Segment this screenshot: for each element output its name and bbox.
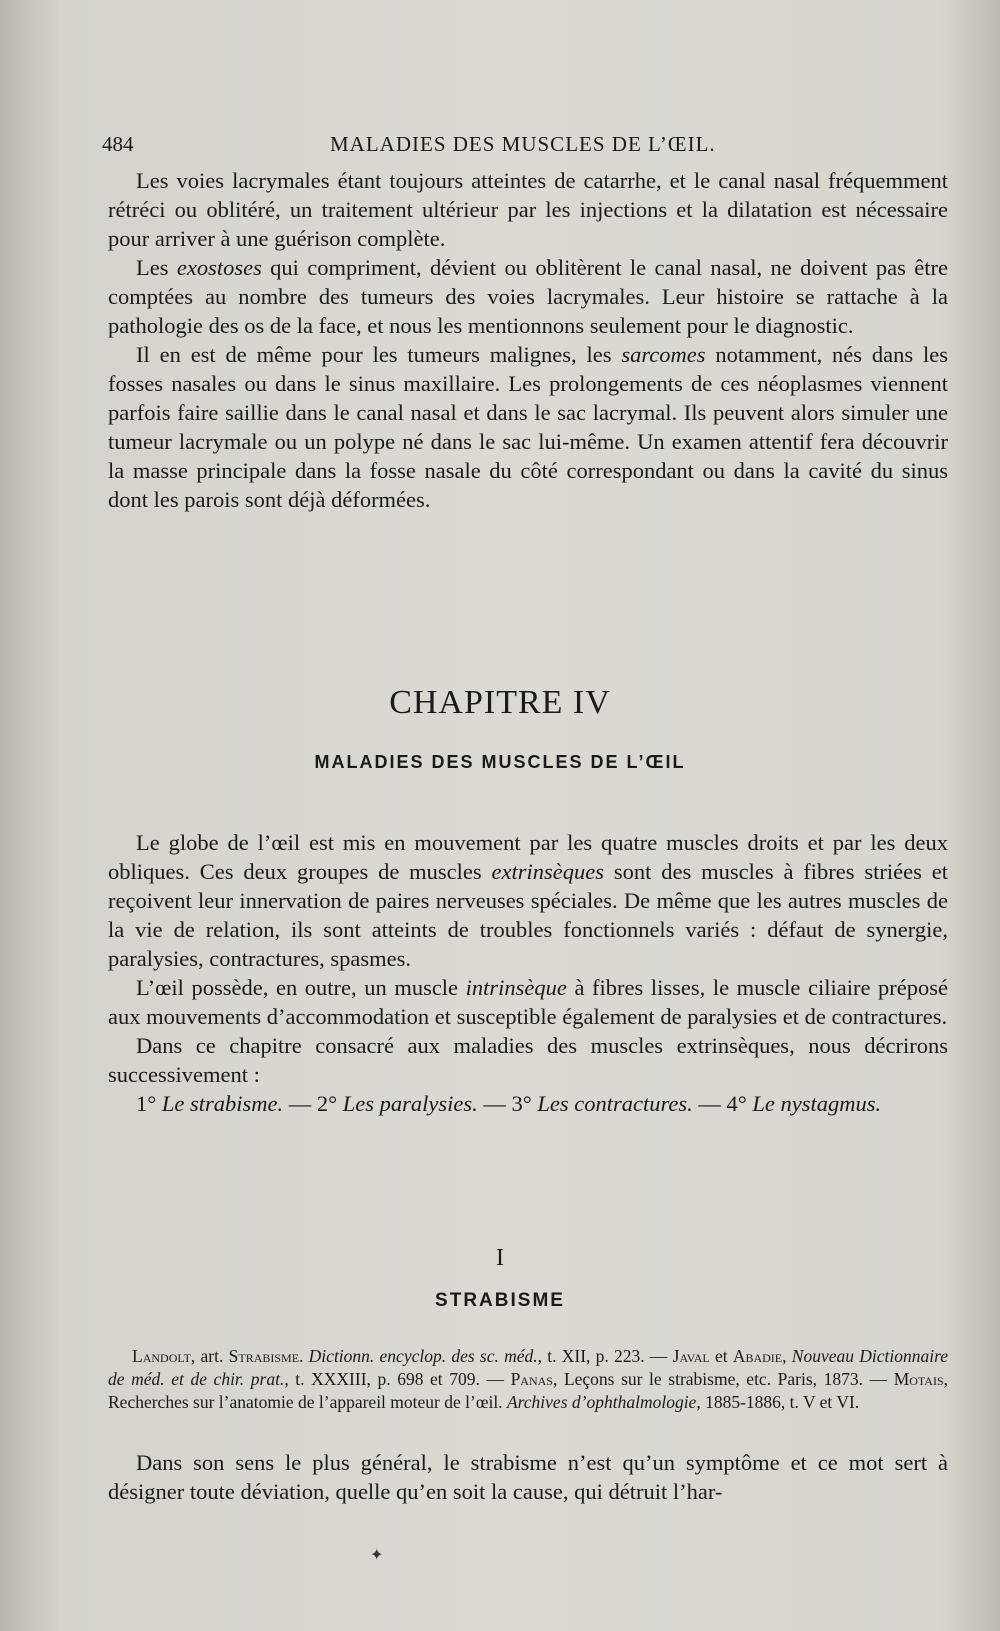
paragraph-text: Dans ce chapitre consacré aux maladies des muscles extrinsèques, nous décrirons successivement : (108, 1033, 948, 1087)
paragraph-text: L’œil possède, en outre, un muscle (136, 975, 466, 1000)
paragraph-text: Les (136, 255, 177, 280)
paragraph (108, 1031, 948, 1089)
paragraph (108, 1448, 948, 1506)
printer-mark-icon: ✦ (370, 1545, 384, 1564)
chapter-subtitle: MALADIES DES MUSCLES DE L’ŒIL (314, 752, 686, 772)
biblio-text: , art. (190, 1346, 229, 1366)
outline-item: Les paralysies. (342, 1091, 478, 1116)
italic-term: exostoses (176, 255, 262, 280)
outline-item: Le nystagmus. (752, 1091, 882, 1116)
paragraph-text: Dans son sens le plus général, le strabisme n’est qu’un symptôme et ce mot sert à désigner toute déviation, quelle qu’en soit la cause, qui détruit l’har- (108, 1450, 948, 1504)
author-name: Abadie (732, 1346, 783, 1366)
paragraph-text: notamment, nés dans les fosses nasales ou dans le sinus maxillaire. Les prolongements de ces néoplasmes viennent parfois faire saillie dans le canal nasal et dans le sac lacrymal. Ils peuvent alors simuler une tumeur lacrymale ou un polype né dans le sac lui-même. Un examen attentif fera découvrir la masse principale dans la fosse nasale du côté correspondant ou dans la cavité du sinus dont les parois sont déjà déformées. (108, 342, 948, 512)
author-name: Javal (672, 1346, 710, 1366)
publication-title: Dictionn. encyclop. des sc. méd. (308, 1346, 538, 1366)
paragraph-text: Le globe de l’œil est mis en mouvement par les quatre muscles droits et par les deux obliques. Ces deux groupes de muscles (108, 830, 948, 884)
page-number: 484 (102, 132, 134, 156)
outline-number: — 2° (283, 1091, 343, 1116)
paragraph (108, 973, 948, 1031)
biblio-text: , t. XXXIII, p. 698 et 709. — (284, 1369, 511, 1389)
paragraph-text: Les voies lacrymales étant toujours atteintes de catarrhe, et le canal nasal fréquemment rétréci ou oblitéré, un traitement ultérieur par les injections et la dilatation est nécessaire pour arriver à une guérison complète. (108, 168, 948, 251)
outline-number: — 3° (477, 1091, 538, 1116)
paragraph-text: qui compriment, dévient ou oblitèrent le canal nasal, ne doivent pas être comptées au nombre des tumeurs des voies lacrymales. Leur histoire se rattache à la pathologie des os de la face, et nous les mentionnons seulement pour le diagnostic. (108, 255, 948, 338)
article-name: Strabisme (228, 1346, 300, 1366)
publication-title: Nouveau Dictionnaire de méd. et de chir. prat. (108, 1346, 948, 1389)
section-number: I (496, 1245, 504, 1271)
paragraph (108, 340, 948, 514)
bibliography (108, 1345, 948, 1414)
outline-item: Le strabisme. (161, 1091, 284, 1116)
paragraph (108, 253, 948, 340)
biblio-text: et (709, 1346, 733, 1366)
biblio-text: , (782, 1346, 792, 1366)
chapter-outline (108, 1089, 948, 1118)
biblio-text: , 1885-1886, t. V et VI. (696, 1392, 860, 1412)
outline-item: Les contractures. (537, 1091, 693, 1116)
italic-term: sarcomes (621, 342, 706, 367)
section-title: STRABISME (435, 1290, 565, 1311)
intro-text (108, 166, 948, 514)
author-name: Landolt (132, 1346, 191, 1366)
biblio-text: . (299, 1346, 309, 1366)
paragraph (108, 828, 948, 973)
paragraph (108, 166, 948, 253)
author-name: Panas (510, 1369, 553, 1389)
outline-number: 1° (136, 1091, 162, 1116)
biblio-text: , Leçons sur le strabisme, etc. Paris, 1873. — (552, 1369, 894, 1389)
publication-title: Archives d’ophthalmologie (506, 1392, 697, 1412)
strabisme-text (108, 1448, 948, 1506)
italic-term: intrinsèque (465, 975, 567, 1000)
author-name: Motais (893, 1369, 944, 1389)
paragraph-text: Il en est de même pour les tumeurs malignes, les (136, 342, 622, 367)
chapter-title: CHAPITRE IV (389, 684, 611, 721)
paragraph-text: sont des muscles à fibres striées et reçoivent leur innervation de paires nerveuses spéciales. De même que les autres muscles de la vie de relation, ils sont atteints de troubles fonctionnels variés : défaut de synergie, paralysies, contractures, spasmes. (108, 859, 948, 971)
paragraph-text: à fibres lisses, le muscle ciliaire préposé aux mouvements d’accommodation et susceptible également de paralysies et de contractures. (108, 975, 949, 1029)
chapter-text (108, 828, 948, 1118)
biblio-text: , Recherches sur l’anatomie de l’appareil moteur de l’œil. (108, 1369, 949, 1412)
italic-term: extrinsèques (491, 859, 604, 884)
running-title: MALADIES DES MUSCLES DE L’ŒIL. (330, 132, 716, 156)
bibliography-entry (108, 1345, 948, 1414)
outline-number: — 4° (692, 1091, 753, 1116)
biblio-text: , t. XII, p. 223. — (537, 1346, 673, 1366)
